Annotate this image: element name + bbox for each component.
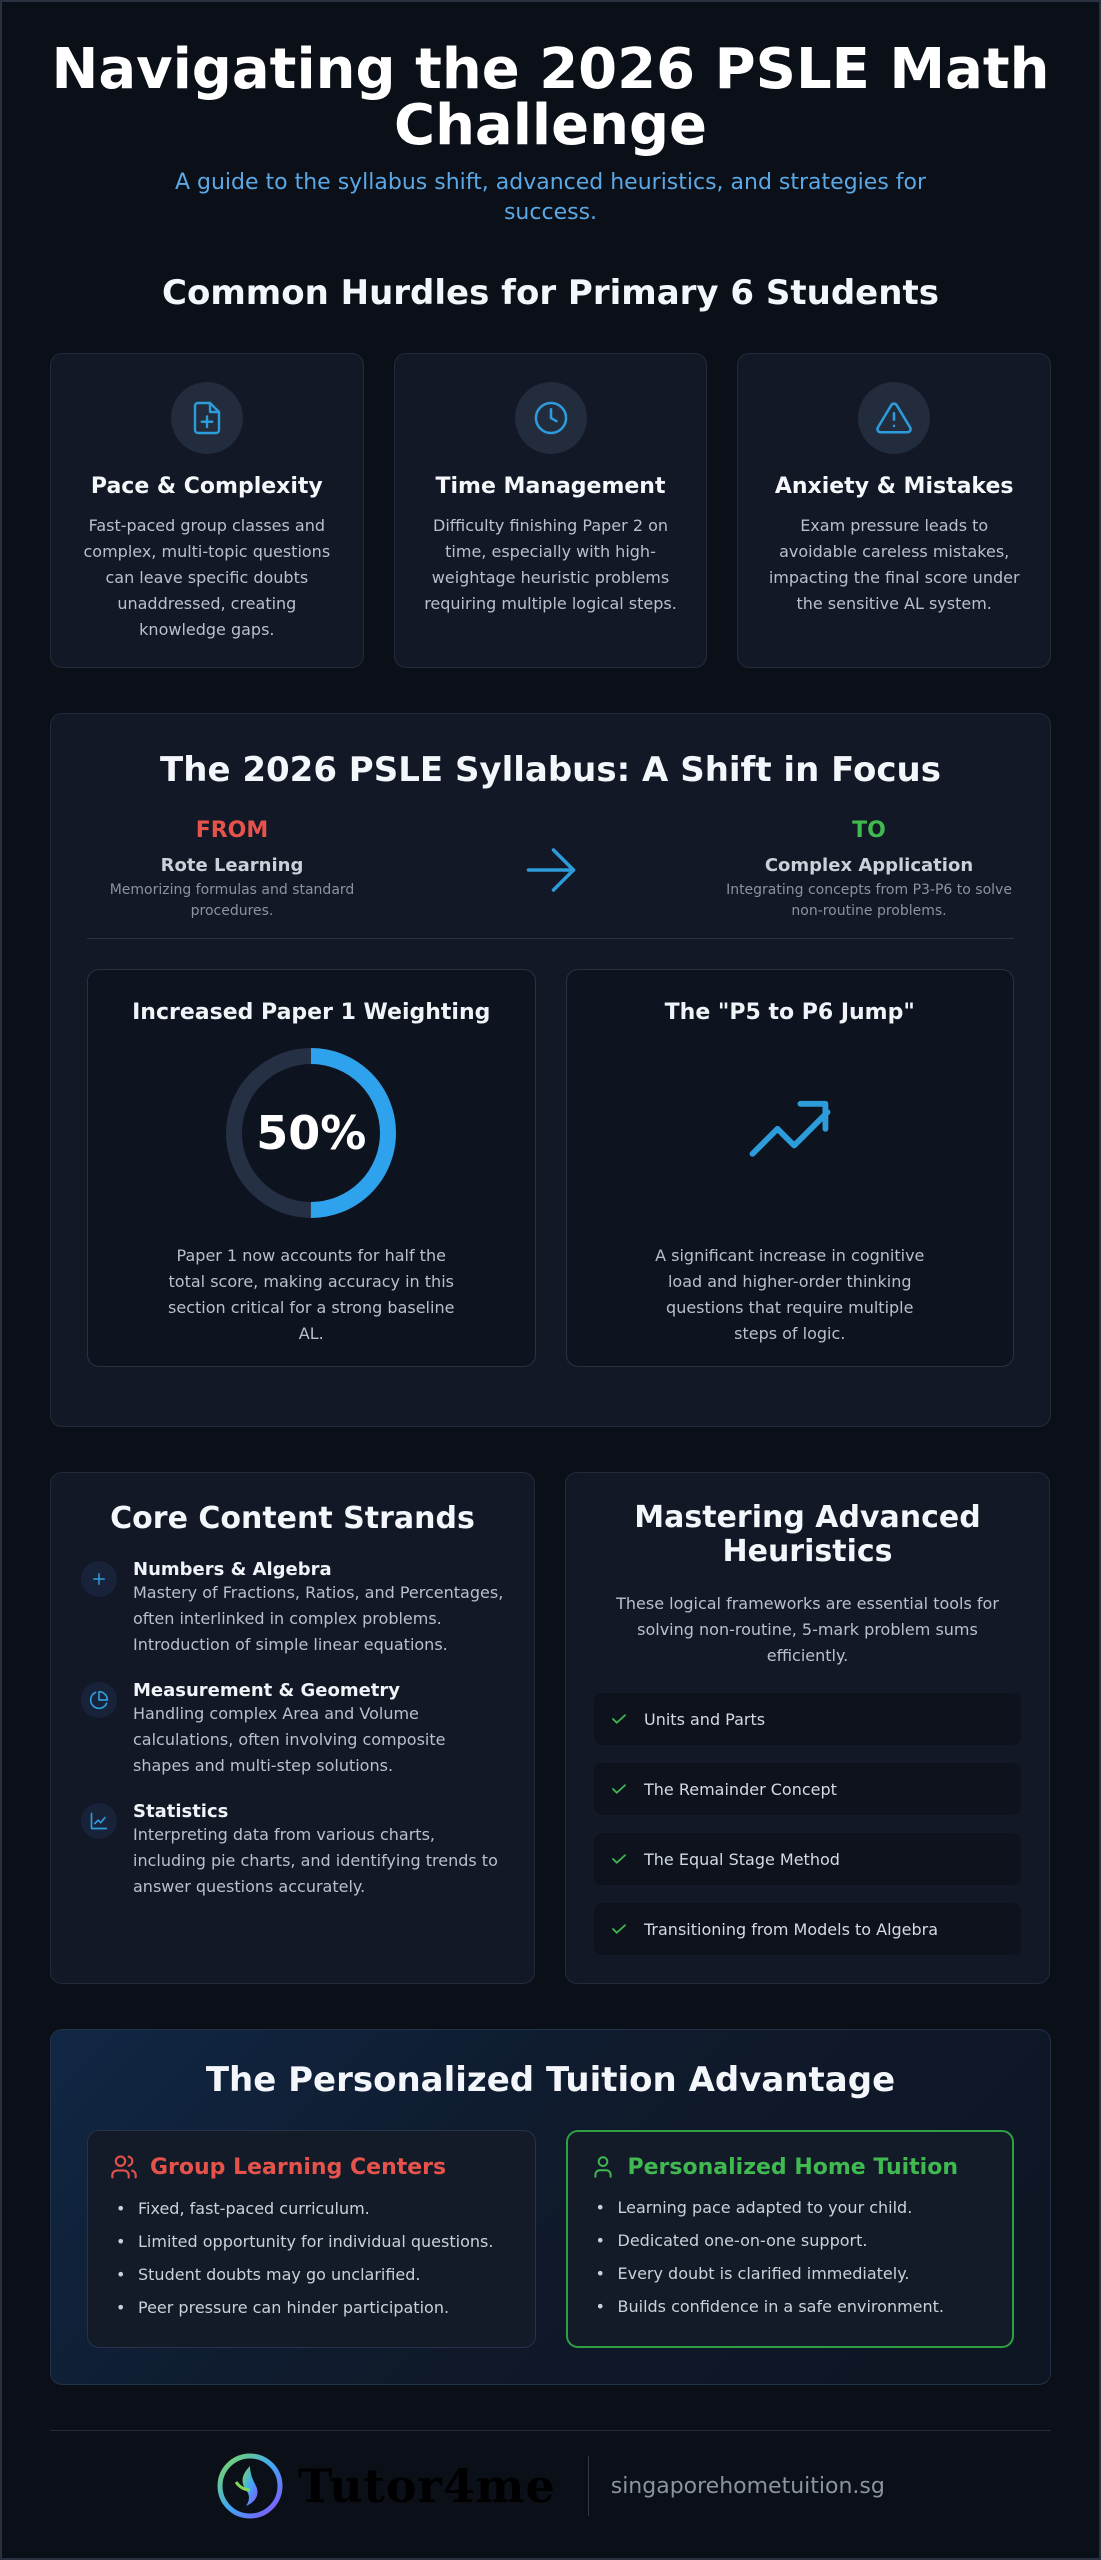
- list-item: • Fixed, fast-paced curriculum.: [110, 2199, 513, 2219]
- from-block: [87, 818, 377, 922]
- website-link[interactable]: singaporehometuition.sg: [610, 2473, 885, 2499]
- hurdles-title: Common Hurdles for Primary 6 Students: [162, 273, 939, 313]
- trend-up-icon: [567, 1045, 1014, 1221]
- page-title: Navigating the 2026 PSLE Math Challenge: [51, 37, 1050, 158]
- syllabus-section: [50, 713, 1051, 1427]
- hurdle-card-time: [394, 353, 708, 668]
- home-tuition-card: [566, 2130, 1015, 2348]
- strand-name: Numbers & Algebra: [133, 1559, 332, 1580]
- user-icon: [590, 2154, 616, 2180]
- heuristics-list: [594, 1693, 1021, 1955]
- hurdle-title: Pace & Complexity: [90, 474, 323, 499]
- paper1-body: Paper 1 now accounts for half the total score, making accuracy in this section critical for a strong baseline AL.: [168, 1246, 455, 1343]
- hurdle-card-pace: [50, 353, 364, 668]
- check-icon: [610, 1850, 628, 1868]
- list-item: • Dedicated one-on-one support.: [590, 2231, 991, 2251]
- heuristic-label: Transitioning from Models to Algebra: [644, 1919, 939, 1939]
- strand-description: Handling complex Area and Volume calculations, often involving composite shapes and multi-step solutions.: [133, 1704, 446, 1775]
- pie-chart-icon: [81, 1682, 117, 1718]
- heuristics-card: [565, 1472, 1050, 1984]
- hurdle-title: Time Management: [435, 474, 666, 499]
- group-list: [110, 2199, 513, 2318]
- content-row: [50, 1472, 1051, 1984]
- advantage-section: [50, 2029, 1051, 2385]
- home-title: Personalized Home Tuition: [627, 2154, 958, 2180]
- heuristic-label: The Remainder Concept: [644, 1779, 837, 1799]
- hurdle-body: Difficulty finishing Paper 2 on time, especially with high-weightage heuristic problems requiring multiple logical steps.: [424, 516, 677, 613]
- from-tag: FROM: [195, 818, 269, 843]
- heuristic-item: [594, 1903, 1021, 1955]
- heuristics-description: These logical frameworks are essential tools for solving non-routine, 5-mark problem sums efficiently.: [616, 1594, 999, 1665]
- home-list: [590, 2198, 991, 2317]
- hurdle-title: Anxiety & Mistakes: [774, 474, 1014, 499]
- page-subtitle: A guide to the syllabus shift, advanced heuristics, and strategies for success.: [174, 170, 927, 225]
- strand-item: [81, 1801, 504, 1900]
- to-description: Integrating concepts from P3-P6 to solve non-routine problems.: [726, 882, 1012, 919]
- warning-icon: [858, 382, 930, 454]
- to-heading: Complex Application: [764, 855, 974, 876]
- plus-icon: [81, 1561, 117, 1597]
- to-block: [724, 818, 1014, 922]
- footer-separator: [588, 2456, 589, 2516]
- brand-logo[interactable]: [216, 2452, 556, 2520]
- divider: [87, 938, 1014, 939]
- list-item: • Limited opportunity for individual questions.: [110, 2232, 513, 2252]
- paper1-title: Increased Paper 1 Weighting: [132, 1000, 491, 1025]
- list-item: • Learning pace adapted to your child.: [590, 2198, 991, 2218]
- logo-emblem-icon: [216, 2452, 284, 2520]
- list-item: • Every doubt is clarified immediately.: [590, 2264, 991, 2284]
- syllabus-cards: [87, 969, 1014, 1367]
- heuristics-title: Mastering Advanced Heuristics: [634, 1500, 981, 1569]
- percent-label: 50%: [256, 1106, 367, 1160]
- jump-card: [566, 969, 1015, 1367]
- syllabus-title: The 2026 PSLE Syllabus: A Shift in Focus: [160, 750, 941, 790]
- percent-donut: [223, 1045, 399, 1221]
- from-description: Memorizing formulas and standard procedures.: [109, 882, 355, 919]
- to-tag: TO: [852, 818, 886, 843]
- strand-description: Interpreting data from various charts, including pie charts, and identifying trends to answer questions accurately.: [133, 1825, 498, 1896]
- jump-body: A significant increase in cognitive load and higher-order thinking questions that require multiple steps of logic.: [655, 1246, 925, 1343]
- group-heading: [110, 2153, 513, 2181]
- advantage-cards: [87, 2130, 1014, 2348]
- check-icon: [610, 1780, 628, 1798]
- from-heading: Rote Learning: [160, 855, 304, 876]
- from-to-row: [87, 818, 1014, 928]
- hurdle-body: Exam pressure leads to avoidable careless mistakes, impacting the final score under the sensitive AL system.: [768, 516, 1020, 613]
- check-icon: [610, 1920, 628, 1938]
- strand-name: Statistics: [133, 1801, 229, 1822]
- list-item: • Builds confidence in a safe environment.: [590, 2297, 991, 2317]
- heuristic-label: Units and Parts: [644, 1709, 766, 1729]
- heuristic-label: The Equal Stage Method: [644, 1849, 840, 1869]
- strand-item: [81, 1680, 504, 1779]
- footer: [50, 2431, 1051, 2541]
- clock-icon: [515, 382, 587, 454]
- hurdle-body: Fast-paced group classes and complex, multi-topic questions can leave specific doubts unaddressed, creating knowledge gaps.: [83, 516, 331, 639]
- advantage-title: The Personalized Tuition Advantage: [205, 2060, 896, 2100]
- group-learning-card: [87, 2130, 536, 2348]
- users-icon: [110, 2153, 138, 2181]
- list-item: • Student doubts may go unclarified.: [110, 2265, 513, 2285]
- hero-section: [50, 2, 1051, 228]
- paper1-card: [87, 969, 536, 1367]
- list-item: • Peer pressure can hinder participation.: [110, 2298, 513, 2318]
- group-title: Group Learning Centers: [150, 2154, 447, 2180]
- heuristic-item: [594, 1833, 1021, 1885]
- strand-item: [81, 1559, 504, 1658]
- strands-title: Core Content Strands: [110, 1501, 475, 1536]
- strands-card: [50, 1472, 535, 1984]
- line-chart-icon: [81, 1803, 117, 1839]
- home-heading: [590, 2154, 991, 2180]
- hurdle-card-anxiety: [737, 353, 1051, 668]
- document-plus-icon: [171, 382, 243, 454]
- heuristic-item: [594, 1763, 1021, 1815]
- hurdles-row: [50, 353, 1051, 668]
- strand-name: Measurement & Geometry: [133, 1680, 401, 1701]
- jump-title: The "P5 to P6 Jump": [664, 1000, 915, 1025]
- logo-text: Tutor4me: [298, 2459, 556, 2513]
- strand-description: Mastery of Fractions, Ratios, and Percentages, often interlinked in complex problems. Introduction of simple linear equations.: [133, 1583, 504, 1654]
- check-icon: [610, 1710, 628, 1728]
- arrow-right-icon: [377, 818, 724, 900]
- heuristic-item: [594, 1693, 1021, 1745]
